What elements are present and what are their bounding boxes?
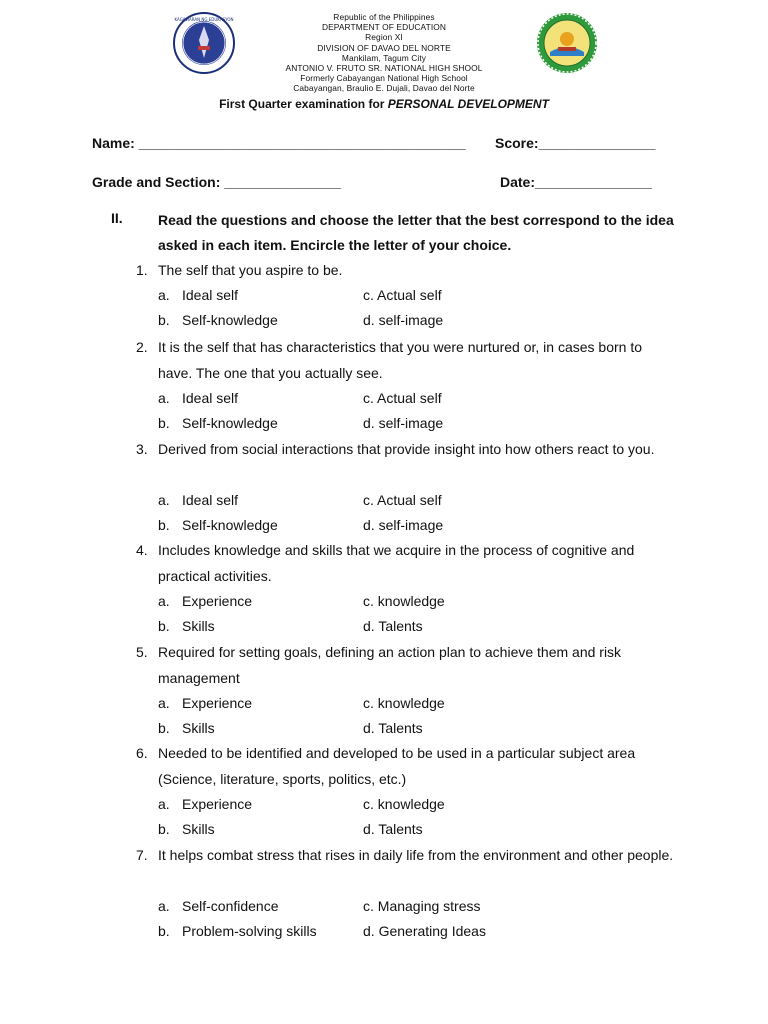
- option-c[interactable]: c. Actual self: [363, 390, 442, 406]
- option-text: Self-knowledge: [182, 312, 278, 328]
- option-text: Ideal self: [182, 287, 239, 303]
- option-text: Self-knowledge: [182, 517, 278, 533]
- option-b[interactable]: [158, 817, 215, 842]
- option-text: Problem-solving skills: [182, 923, 317, 939]
- header-line: Cabayangan, Braulio E. Dujali, Davao del Norte: [293, 83, 475, 94]
- option-d[interactable]: d. self-image: [363, 517, 444, 533]
- header-line: Republic of the Philippines: [333, 12, 435, 22]
- question-number: 4.: [136, 542, 148, 558]
- option-b[interactable]: [158, 308, 278, 333]
- option-letter: b.: [158, 312, 170, 328]
- option-a[interactable]: [158, 691, 252, 716]
- question-text: Required for setting goals, defining an action plan to achieve them and risk management: [158, 644, 622, 686]
- option-a[interactable]: [158, 894, 279, 919]
- option-letter: a.: [158, 695, 170, 711]
- question-text: Needed to be identified and developed to be used in a particular subject area (Science, literature, sports, politics, etc.): [158, 745, 636, 787]
- date-field[interactable]: Date:_______________: [500, 174, 652, 190]
- section-instructions: Read the questions and choose the letter that the best correspond to the idea asked in each item. Encircle the letter of your choice.: [158, 212, 674, 253]
- option-text: Self-knowledge: [182, 415, 278, 431]
- option-c[interactable]: c. Managing stress: [363, 898, 481, 914]
- option-d[interactable]: d. Generating Ideas: [363, 923, 486, 939]
- option-a[interactable]: [158, 488, 238, 513]
- option-letter: b.: [158, 517, 170, 533]
- header-line: DIVISION OF DAVAO DEL NORTE: [317, 42, 451, 53]
- option-c[interactable]: c. knowledge: [363, 796, 445, 812]
- option-c[interactable]: c. knowledge: [363, 593, 445, 609]
- option-text: Experience: [182, 796, 253, 812]
- option-text: Skills: [182, 720, 215, 736]
- option-letter: a.: [158, 492, 170, 508]
- question-number: 5.: [136, 644, 148, 660]
- question-text: The self that you aspire to be.: [158, 262, 343, 278]
- option-text: Skills: [182, 821, 215, 837]
- question-text: Derived from social interactions that provide insight into how others react to you.: [158, 441, 655, 457]
- score-field[interactable]: Score:_______________: [495, 135, 656, 151]
- option-letter: a.: [158, 796, 170, 812]
- question-text: It is the self that has characteristics that you were nurtured or, in cases born to have. The one that you actually see.: [158, 339, 643, 381]
- question-number: 1.: [136, 262, 148, 278]
- option-a[interactable]: [158, 386, 238, 411]
- option-d[interactable]: d. self-image: [363, 415, 444, 431]
- question-number: 2.: [136, 339, 148, 355]
- option-text: Experience: [182, 593, 253, 609]
- name-field[interactable]: Name: __________________________________________: [92, 135, 466, 151]
- option-text: Experience: [182, 695, 253, 711]
- option-b[interactable]: [158, 614, 215, 639]
- option-letter: b.: [158, 720, 170, 736]
- header-line: ANTONIO V. FRUTO SR. NATIONAL HIGH SHOOL: [285, 63, 483, 74]
- question-number: 3.: [136, 441, 148, 457]
- option-text: Ideal self: [182, 492, 239, 508]
- exam-title-prefix: First Quarter examination for: [219, 96, 388, 111]
- grade-row: [92, 174, 672, 190]
- option-text: Self-confidence: [182, 898, 279, 914]
- exam-subject: PERSONAL DEVELOPMENT: [387, 96, 549, 111]
- header-line: Region XI: [365, 32, 403, 43]
- question-number: 6.: [136, 745, 148, 761]
- option-c[interactable]: c. Actual self: [363, 492, 442, 508]
- option-a[interactable]: [158, 792, 252, 817]
- section-number: II.: [111, 210, 123, 226]
- question-number: 7.: [136, 847, 148, 863]
- svg-text:KAGAWARAN NG EDUKASYON: KAGAWARAN NG EDUKASYON: [174, 17, 234, 22]
- option-c[interactable]: c. knowledge: [363, 695, 445, 711]
- option-text: Skills: [182, 618, 215, 634]
- header-line: Mankilam, Tagum City: [341, 52, 427, 63]
- header-line: DEPARTMENT OF EDUCATION: [321, 22, 447, 33]
- question-text: Includes knowledge and skills that we acquire in the process of cognitive and practical activities.: [158, 542, 635, 584]
- option-letter: a.: [158, 593, 170, 609]
- option-a[interactable]: [158, 589, 252, 614]
- option-d[interactable]: d. Talents: [363, 720, 423, 736]
- grade-section-field[interactable]: Grade and Section: _______________: [92, 174, 342, 190]
- option-d[interactable]: d. Talents: [363, 618, 423, 634]
- exam-title: [0, 97, 768, 112]
- header-line: Formerly Cabayangan National High School: [300, 73, 468, 84]
- option-b[interactable]: [158, 716, 215, 741]
- option-letter: a.: [158, 287, 170, 303]
- option-letter: b.: [158, 415, 170, 431]
- option-letter: b.: [158, 821, 170, 837]
- option-text: Ideal self: [182, 390, 239, 406]
- option-letter: a.: [158, 390, 170, 406]
- option-letter: b.: [158, 923, 170, 939]
- option-a[interactable]: [158, 283, 238, 308]
- option-b[interactable]: [158, 919, 317, 944]
- question-text: It helps combat stress that rises in daily life from the environment and other people.: [158, 847, 674, 863]
- name-row: [92, 135, 672, 151]
- option-c[interactable]: c. Actual self: [363, 287, 442, 303]
- option-d[interactable]: d. Talents: [363, 821, 423, 837]
- option-d[interactable]: d. self-image: [363, 312, 444, 328]
- option-b[interactable]: [158, 411, 278, 436]
- option-letter: b.: [158, 618, 170, 634]
- option-letter: a.: [158, 898, 170, 914]
- document-header: [0, 12, 768, 112]
- option-b[interactable]: [158, 513, 278, 538]
